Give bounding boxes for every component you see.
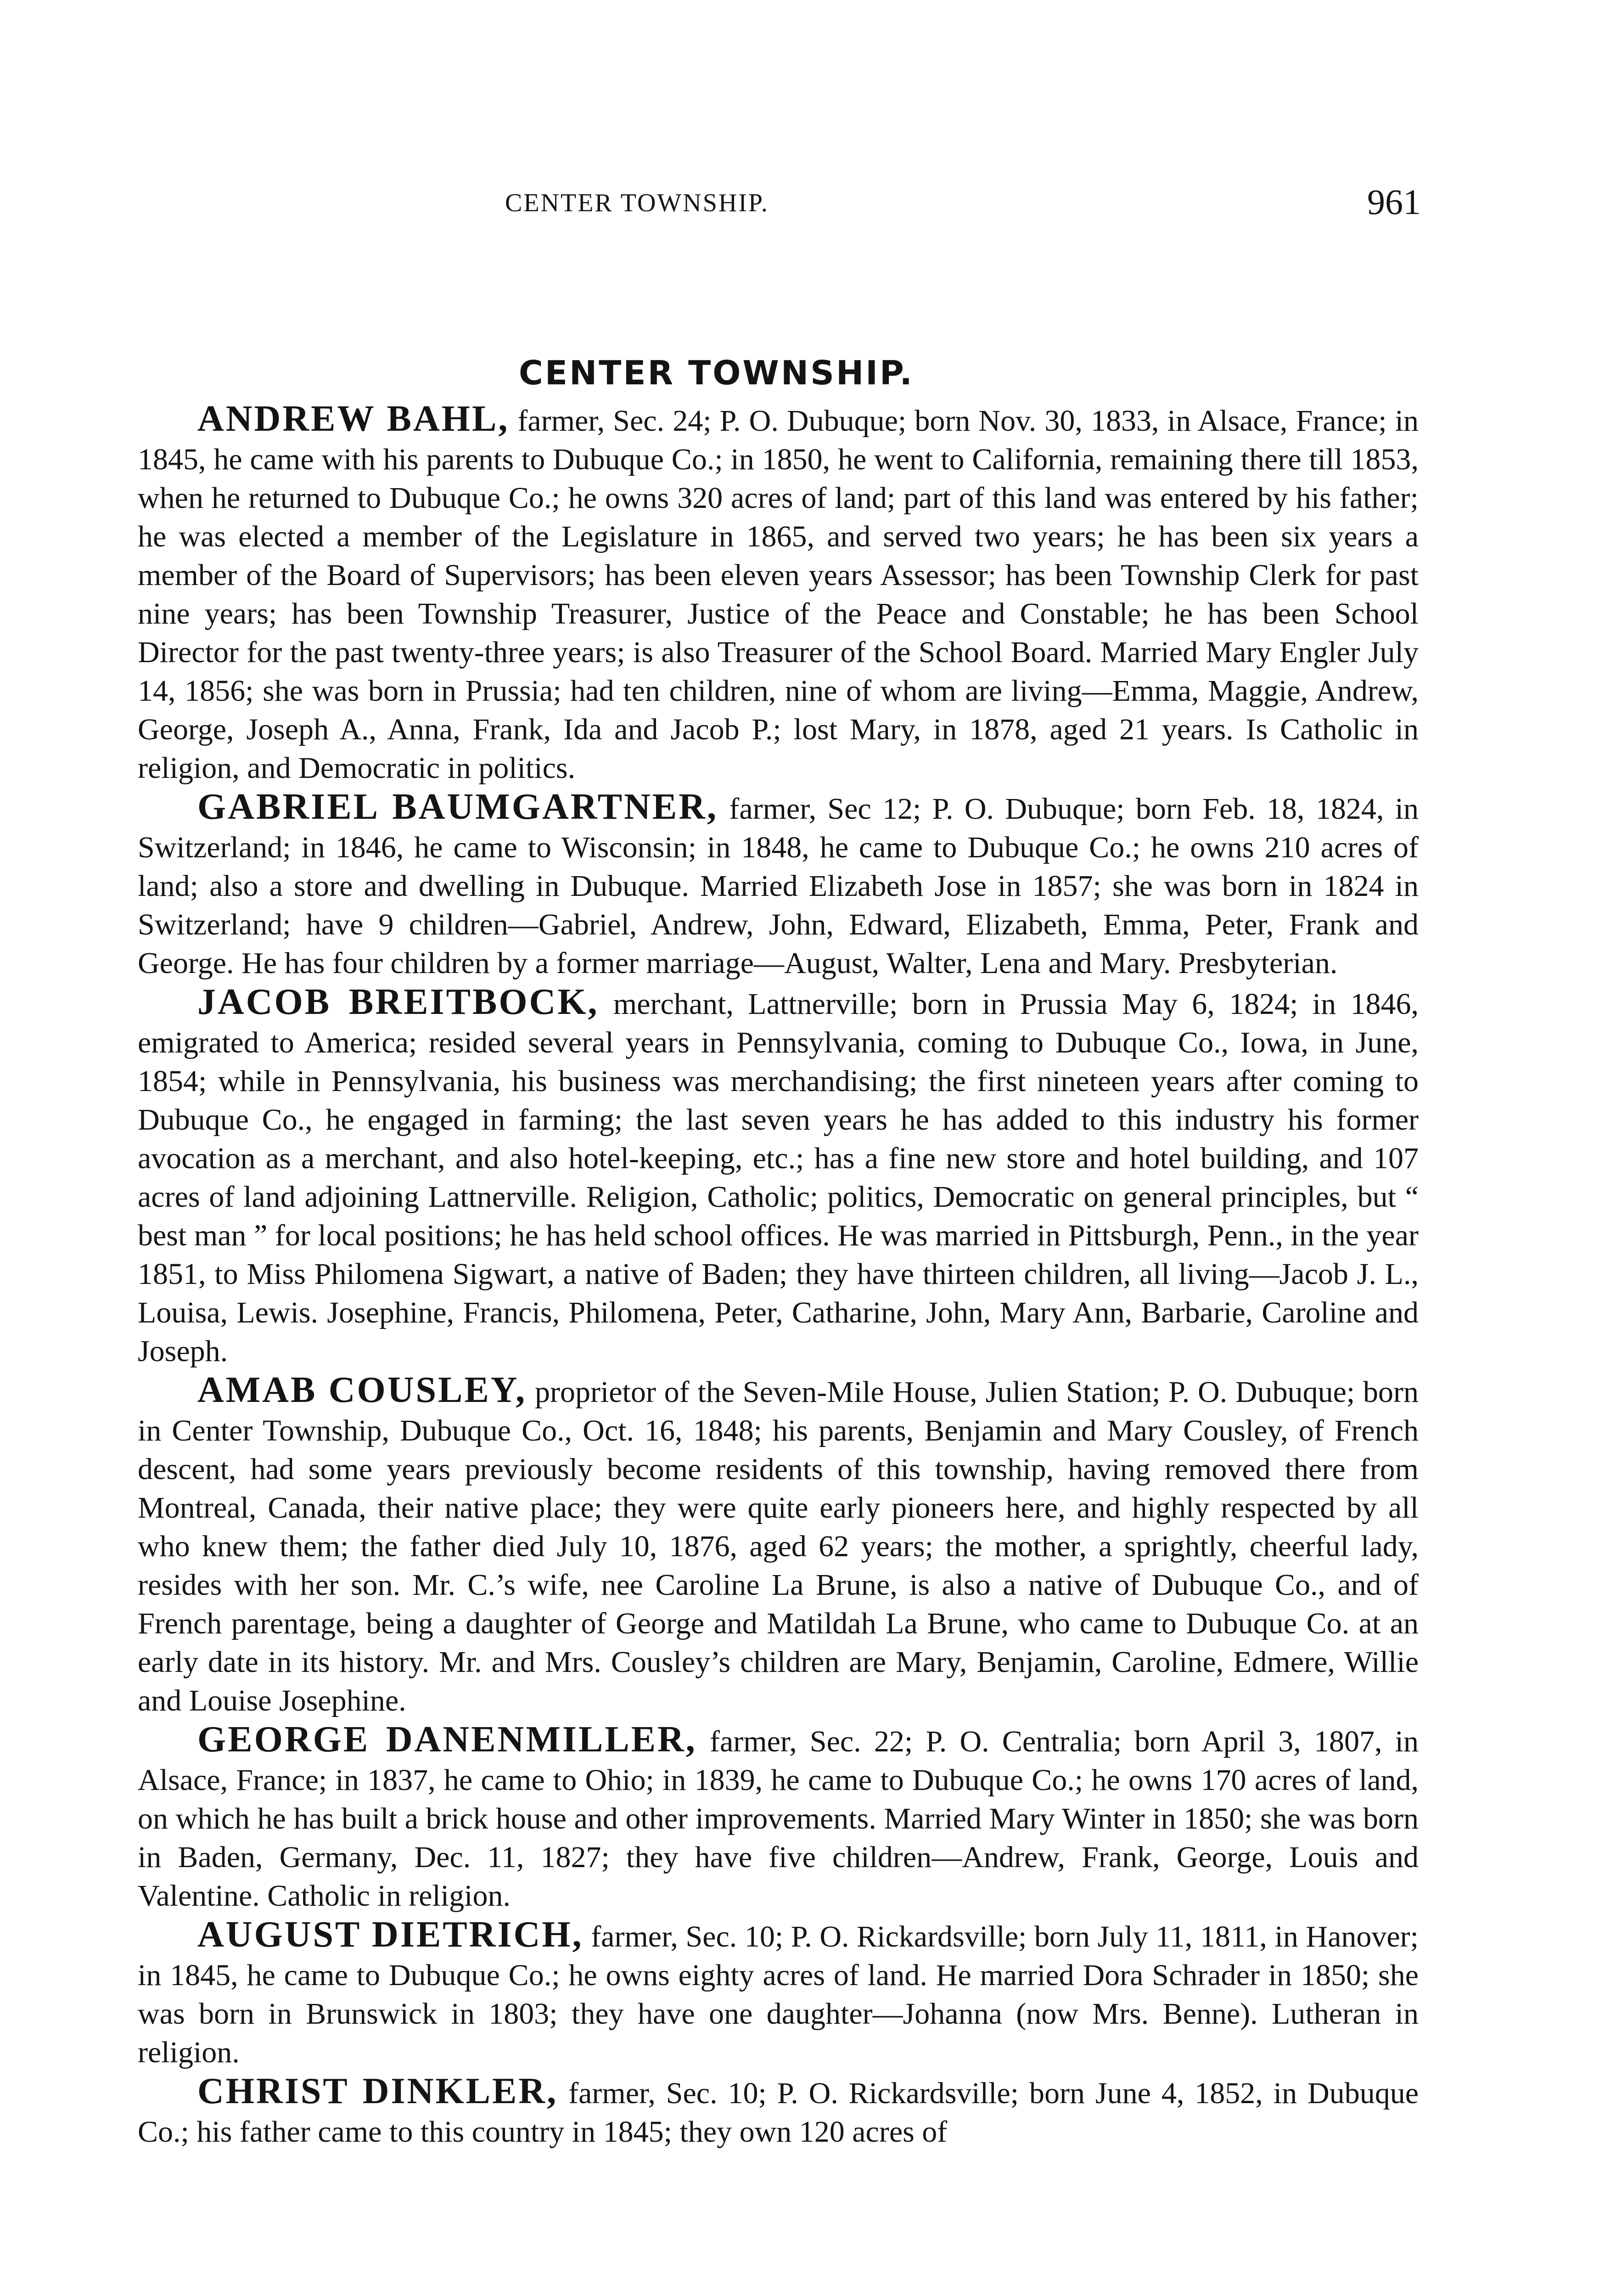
biography-entry — [138, 983, 1419, 1371]
entry-text: proprietor of the Seven-Mile House, Julien Station; P. O. Dubuque; born in Center Township, Dubuque Co., Oct. 16, 1848; his parents, Benjamin and Mary Cousley, of French descent, had some years previously become residents of this township, having removed there from Montreal, Canada, their native place; they were quite early pioneers here, and highly respected by all who knew them; the father died July 10, 1876, aged 62 years; the mother, a sprightly, cheerful lady, resides with her son. Mr. C.’s wife, nee Caroline La Brune, is also a native of Dubuque Co., and of French parentage, being a daughter of George and Matildah La Brune, who came to Dubuque Co. at an early date in its history. Mr. and Mrs. Cousley’s children are Mary, Benjamin, Caroline, Edmere, Willie and Louise Josephine. — [138, 1375, 1419, 1717]
entry-text: farmer, Sec. 24; P. O. Dubuque; born Nov. 30, 1833, in Alsace, France; in 1845, he came with his parents to Dubuque Co.; in 1850, he went to California, remaining there till 1853, when he returned to Dubuque Co.; he owns 320 acres of land; part of this land was entered by his father; he was elected a member of the Legislature in 1865, and served two years; he has been six years a member of the Board of Supervisors; has been eleven years Assessor; has been Township Clerk for past nine years; has been Township Treasurer, Justice of the Peace and Constable; he has been School Director for the past twenty-three years; is also Treasurer of the School Board. Married Mary Engler July 14, 1856; she was born in Prussia; had ten children, nine of whom are living—Emma, Maggie, Andrew, George, Joseph A., Anna, Frank, Ida and Jacob P.; lost Mary, in 1878, aged 21 years. Is Catholic in religion, and Democratic in politics. — [138, 404, 1419, 785]
biography-entry — [138, 2072, 1419, 2151]
page-number: 961 — [1367, 182, 1421, 222]
entry-name: ANDREW BAHL, — [197, 399, 510, 439]
entry-name: CHRIST DINKLER, — [197, 2071, 558, 2111]
entry-name: JACOB BREITBOCK, — [197, 982, 599, 1022]
biography-entry — [138, 400, 1419, 788]
entry-text: farmer, Sec. 10; P. O. Rickardsville; born June 4, 1852, in Dubuque Co.; his father came to this country in 1845; they own 120 acres of — [138, 2077, 1419, 2149]
biography-list — [138, 400, 1419, 2151]
biography-entry — [138, 1915, 1419, 2072]
entry-name: AUGUST DIETRICH, — [197, 1914, 584, 1955]
entry-text: merchant, Lattnerville; born in Prussia May 6, 1824; in 1846, emigrated to America; resided several years in Pennsylvania, coming to Dubuque Co., Iowa, in June, 1854; while in Pennsylvania, his business was merchandising; the first nineteen years after coming to Dubuque Co., he engaged in farming; the last seven years he has added to this industry his former avocation as a merchant, and also hotel-keeping, etc.; has a fine new store and hotel building, and 107 acres of land adjoining Lattnerville. Religion, Catholic; politics, Democratic on general principles, but “ best man ” for local positions; he has held school offices. He was married in Pittsburgh, Penn., in the year 1851, to Miss Philomena Sigwart, a native of Baden; they have thirteen children, all living—Jacob J. L., Louisa, Lewis. Josephine, Francis, Philomena, Peter, Catharine, John, Mary Ann, Barbarie, Caroline and Joseph. — [138, 987, 1419, 1368]
entry-text: farmer, Sec. 10; P. O. Rickardsville; born July 11, 1811, in Hanover; in 1845, he came to Dubuque Co.; he owns eighty acres of land. He married Dora Schrader in 1850; she was born in Brunswick in 1803; they have one daughter—Johanna (now Mrs. Benne). Lutheran in religion. — [138, 1920, 1419, 2069]
running-head: CENTER TOWNSHIP. — [505, 189, 769, 217]
entry-text: farmer, Sec 12; P. O. Dubuque; born Feb. 18, 1824, in Switzerland; in 1846, he came to Wisconsin; in 1848, he came to Dubuque Co.; he owns 210 acres of land; also a store and dwelling in Dubuque. Married Elizabeth Jose in 1857; she was born in 1824 in Switzerland; have 9 children—Gabriel, Andrew, John, Edward, Elizabeth, Emma, Peter, Frank and George. He has four children by a former marriage—August, Walter, Lena and Mary. Presbyterian. — [138, 792, 1419, 980]
entry-name: AMAB COUSLEY, — [197, 1370, 527, 1410]
section-title: CENTER TOWNSHIP. — [519, 354, 914, 392]
biography-entry — [138, 788, 1419, 983]
biography-entry — [138, 1720, 1419, 1915]
entry-name: GEORGE DANENMILLER, — [197, 1719, 697, 1760]
entry-name: GABRIEL BAUMGARTNER, — [197, 787, 718, 827]
biography-entry — [138, 1371, 1419, 1720]
entry-text: farmer, Sec. 22; P. O. Centralia; born April 3, 1807, in Alsace, France; in 1837, he came to Ohio; in 1839, he came to Dubuque Co.; he owns 170 acres of land, on which he has built a brick house and other improvements. Married Mary Winter in 1850; she was born in Baden, Germany, Dec. 11, 1827; they have five children—Andrew, Frank, George, Louis and Valentine. Catholic in religion. — [138, 1725, 1419, 1913]
